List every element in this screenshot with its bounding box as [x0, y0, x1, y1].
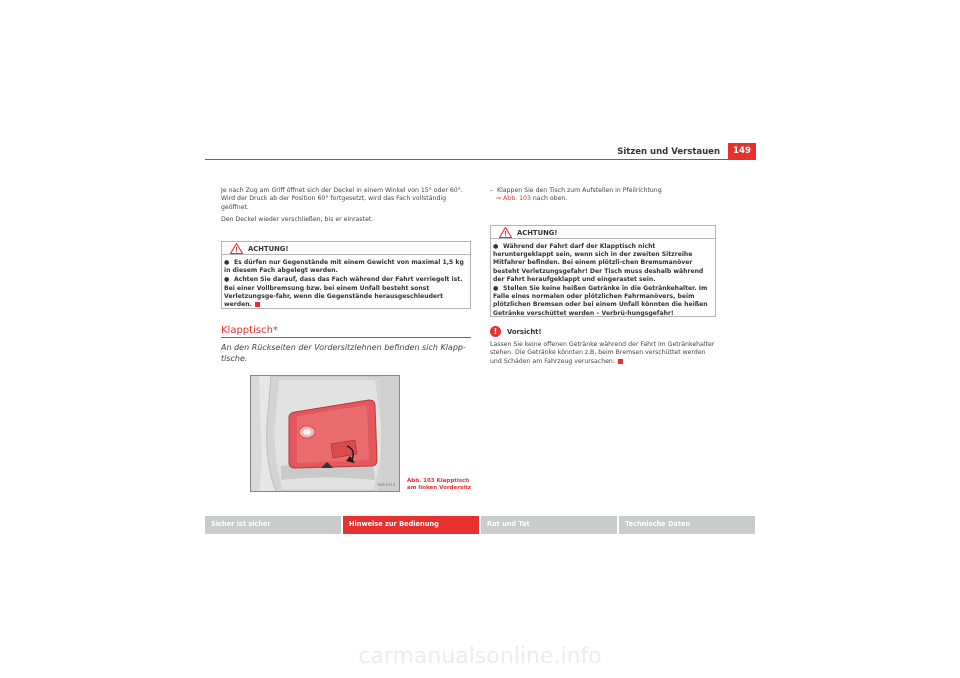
bullet-icon: ●	[224, 276, 230, 284]
warning-box-right	[490, 225, 716, 317]
chapter-title: Sitzen und Verstauen	[617, 147, 720, 157]
figure-caption: Abb. 103 Klapptisch am linken Vordersitz	[407, 478, 471, 491]
bullet-icon: ●	[493, 285, 499, 293]
section-divider	[221, 337, 471, 338]
warning-body	[491, 239, 715, 321]
header-divider	[205, 159, 728, 160]
instruction-step: – Klappen Sie den Tisch zum Aufstellen in Pfeilrichtung ⇒ Abb. 103 nach oben.	[490, 187, 662, 203]
bullet-icon: ●	[224, 259, 230, 266]
page-number: 149	[728, 143, 756, 160]
warning-triangle-icon	[499, 227, 512, 238]
figure-folding-table	[250, 375, 400, 492]
end-marker-icon	[618, 359, 623, 364]
section-title: Klapptisch*	[221, 325, 278, 336]
caution-text: Lassen Sie keine offenen Getränke während der Fahrt im Getränkehalter stehen. Die Getränke könnten z.B. beim Bremsen verschüttet werden und Schäden am Fahrzeug verursachen.	[490, 341, 715, 365]
warning-item: ● Es dürfen nur Gegenstände mit einem Gewicht von maximal 1,5 kg in diesem Fach abgelegt werden.	[224, 259, 464, 275]
warning-item: ● Während der Fahrt darf der Klapptisch nicht heruntergeklappt sein, wenn sich in der zweiten Sitzreihe Mitfahrer befinden. Bei einem plötzli-chen Bremsmanöver besteht Verletzungsgefahr! Der Tisch muss deshalb während der Fahrt heraufgeklappt und eingerastet sein.	[493, 243, 704, 283]
footer-tab-technical[interactable]: Technische Daten	[619, 516, 755, 534]
left-column-text	[221, 187, 471, 229]
figure-reference-link[interactable]: ⇒ Abb. 103	[495, 195, 531, 203]
warning-label: ACHTUNG!	[248, 245, 289, 253]
warning-header	[491, 225, 715, 239]
warning-box-left	[221, 241, 471, 309]
paragraph-lid-opening: Je nach Zug am Griff öffnet sich der Deckel in einem Winkel von 15° oder 60°. Wird der Druck ab der Position 60° fortgesetzt, wird das Fach vollständig geöffnet.	[221, 187, 463, 211]
warning-label: ACHTUNG!	[517, 229, 558, 237]
section-lead: An den Rückseiten der Vordersitzlehnen befinden sich Klapp-tische.	[221, 343, 466, 363]
footer-tab-safety[interactable]: Sicher ist sicher	[205, 516, 341, 534]
footer-tab-advice[interactable]: Rat und Tat	[481, 516, 617, 534]
warning-triangle-icon	[230, 243, 243, 254]
warning-item: ● Achten Sie darauf, dass das Fach während der Fahrt verriegelt ist. Bei einer Vollbremsung bzw. bei einem Unfall besteht sonst Verletzungsge-fahr, wenn die Gegenstände herausgeschleudert werden.	[224, 276, 463, 309]
warning-header	[222, 241, 470, 255]
footer-tab-operation[interactable]: Hinweise zur Bedienung	[343, 516, 479, 534]
watermark: carmanualsonline.info	[358, 644, 602, 669]
warning-item: ● Stellen Sie keine heißen Getränke in die Getränkehalter. Im Falle eines normalen oder plötzlichen Fahrmanövers, beim plötzlichen Bremsen oder bei einem Unfall könnten die heißen Getränke verschüttet werden – Verbrü-hungsgefahr!	[493, 285, 708, 317]
end-marker-icon	[255, 302, 260, 307]
figure-code: B5P-0313	[378, 483, 395, 487]
warning-body	[222, 255, 470, 312]
caution-exclamation-icon: !	[490, 326, 501, 337]
step-dash: –	[490, 187, 494, 194]
caution-label: Vorsicht!	[507, 328, 542, 336]
paragraph-lid-closing: Den Deckel wieder verschließen, bis er einrastet.	[221, 216, 374, 224]
seat-illustration	[251, 376, 400, 492]
right-column-step	[490, 187, 716, 204]
bullet-icon: ●	[493, 243, 499, 250]
